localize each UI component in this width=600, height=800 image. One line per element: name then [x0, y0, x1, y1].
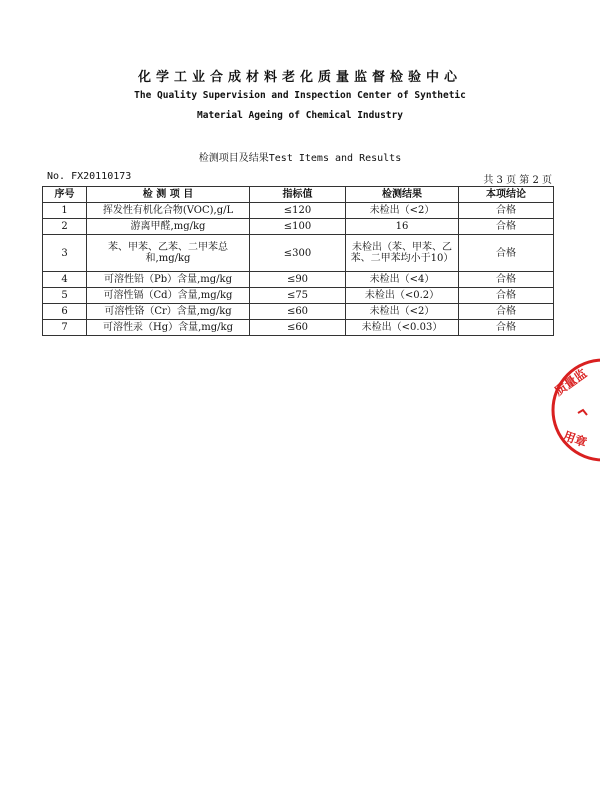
row-test-result: 16: [346, 219, 459, 235]
row-spec-value: ≤120: [250, 203, 346, 219]
row-number: 2: [43, 219, 87, 235]
row-spec-value: ≤60: [250, 304, 346, 320]
column-header-test-item: 检 测 项 目: [87, 187, 250, 203]
table-row: [43, 203, 554, 219]
row-conclusion: 合格: [459, 203, 554, 219]
official-seal: [548, 355, 600, 465]
seal-mark: [578, 410, 587, 415]
row-test-item: 可溶性铬（Cr）含量,mg/kg: [87, 304, 250, 320]
page-info: 共 3 页 第 2 页: [483, 175, 552, 186]
row-test-item: 游离甲醛,mg/kg: [87, 219, 250, 235]
row-test-result: 未检出（<2）: [346, 203, 459, 219]
row-number: 4: [43, 272, 87, 288]
row-test-item: 挥发性有机化合物(VOC),g/L: [87, 203, 250, 219]
table-row: [43, 235, 554, 272]
row-test-result: 未检出（<2）: [346, 304, 459, 320]
row-test-result: 未检出（<4）: [346, 272, 459, 288]
table-row: [43, 304, 554, 320]
results-table: [42, 186, 554, 336]
row-number: 7: [43, 320, 87, 336]
row-conclusion: 合格: [459, 304, 554, 320]
row-test-result: 未检出（<0.2）: [346, 288, 459, 304]
row-spec-value: ≤90: [250, 272, 346, 288]
table-row: [43, 288, 554, 304]
table-header-row: [43, 187, 554, 203]
row-spec-value: ≤75: [250, 288, 346, 304]
row-test-item: 苯、甲苯、乙苯、二甲苯总和,mg/kg: [87, 235, 250, 272]
row-conclusion: 合格: [459, 219, 554, 235]
column-header-number: 序号: [43, 187, 87, 203]
seal-text-top: 质量监: [551, 366, 590, 399]
row-conclusion: 合格: [459, 320, 554, 336]
center-title-chinese: 化学工业合成材料老化质量监督检验中心: [137, 70, 462, 85]
center-title-english-line2: Material Ageing of Chemical Industry: [197, 110, 403, 121]
seal-text-bottom: 用章: [561, 428, 589, 450]
row-spec-value: ≤100: [250, 219, 346, 235]
column-header-spec-value: 指标值: [250, 187, 346, 203]
report-number: No. FX20110173: [47, 171, 132, 182]
table-row: [43, 320, 554, 336]
center-title-english-line1: The Quality Supervision and Inspection Center of Synthetic: [134, 90, 466, 101]
row-conclusion: 合格: [459, 235, 554, 272]
row-spec-value: ≤300: [250, 235, 346, 272]
row-number: 3: [43, 235, 87, 272]
table-row: [43, 272, 554, 288]
row-test-item: 可溶性汞（Hg）含量,mg/kg: [87, 320, 250, 336]
table-row: [43, 219, 554, 235]
row-conclusion: 合格: [459, 272, 554, 288]
row-number: 6: [43, 304, 87, 320]
row-test-result: 未检出（苯、甲苯、乙苯、二甲苯均小于10）: [346, 235, 459, 272]
row-number: 1: [43, 203, 87, 219]
column-header-conclusion: 本项结论: [459, 187, 554, 203]
row-conclusion: 合格: [459, 288, 554, 304]
section-title: 检测项目及结果Test Items and Results: [198, 153, 402, 164]
column-header-test-result: 检测结果: [346, 187, 459, 203]
row-test-item: 可溶性镉（Cd）含量,mg/kg: [87, 288, 250, 304]
row-number: 5: [43, 288, 87, 304]
row-spec-value: ≤60: [250, 320, 346, 336]
row-test-item: 可溶性铅（Pb）含量,mg/kg: [87, 272, 250, 288]
row-test-result: 未检出（<0.03）: [346, 320, 459, 336]
